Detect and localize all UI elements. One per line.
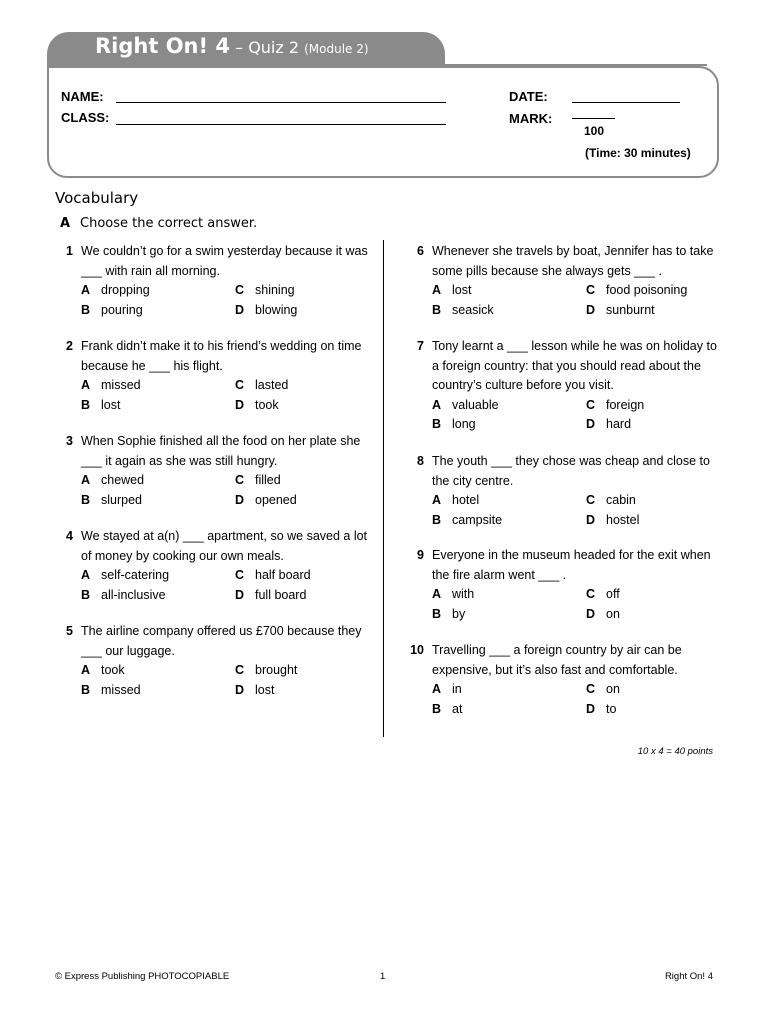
option-b[interactable]: B pouring xyxy=(81,302,143,317)
option-a[interactable]: A lost xyxy=(432,283,472,297)
points-note: 10 x 4 = 40 points xyxy=(637,746,713,757)
question-text: When Sophie finished all the food on her plate she ___ it again as she was still hungry. xyxy=(81,434,361,468)
option-b[interactable]: B seasick xyxy=(432,302,494,317)
option-a[interactable]: A dropping xyxy=(81,283,150,297)
option-c[interactable]: C half board xyxy=(235,568,311,582)
question-text: Travelling ___ a foreign country by air can be expensive, but it’s also fast and comfortable. xyxy=(432,643,682,677)
footer-page-number: 1 xyxy=(380,971,386,982)
option-a[interactable]: A took xyxy=(81,663,125,677)
option-b[interactable]: B lost xyxy=(81,397,121,412)
time-limit: (Time: 30 minutes) xyxy=(585,146,691,160)
date-field[interactable] xyxy=(572,102,680,103)
instruction xyxy=(60,216,257,231)
question-number: 4 xyxy=(66,529,73,543)
option-d[interactable]: D took xyxy=(235,397,279,412)
option-c[interactable]: C lasted xyxy=(235,378,289,392)
question-7 xyxy=(406,337,726,435)
question-number: 6 xyxy=(417,244,424,258)
footer-book-title: Right On! 4 xyxy=(664,971,713,982)
option-b[interactable]: B slurped xyxy=(81,492,142,507)
option-b[interactable]: B by xyxy=(432,606,466,621)
footer-copyright: © Express Publishing PHOTOCOPIABLE xyxy=(55,971,230,982)
class-label: CLASS: xyxy=(61,110,110,125)
title-module: (Module 2) xyxy=(304,42,369,56)
question-6 xyxy=(406,242,726,320)
title-main: Right On! 4 xyxy=(95,34,231,58)
option-c[interactable]: C filled xyxy=(235,473,281,487)
option-d[interactable]: D blowing xyxy=(235,302,298,317)
question-text: We couldn’t go for a swim yesterday because it was ___ with rain all morning. xyxy=(81,244,368,278)
question-text: We stayed at a(n) ___ apartment, so we saved a lot of money by cooking our own meals. xyxy=(81,529,368,563)
question-number: 10 xyxy=(410,643,424,657)
option-c[interactable]: C cabin xyxy=(586,493,636,507)
option-a[interactable]: A hotel xyxy=(432,493,480,507)
question-5 xyxy=(55,622,375,700)
option-c[interactable]: C on xyxy=(586,682,620,696)
option-b[interactable]: B missed xyxy=(81,682,141,697)
question-number: 2 xyxy=(66,339,73,353)
option-b[interactable]: B campsite xyxy=(432,512,503,527)
instruction-letter: A xyxy=(60,216,71,231)
option-b[interactable]: B at xyxy=(432,701,463,716)
question-number: 5 xyxy=(66,624,73,638)
option-b[interactable]: B long xyxy=(432,417,476,431)
question-2 xyxy=(55,337,375,415)
date-label: DATE: xyxy=(509,89,548,104)
question-text: Tony learnt a ___ lesson while he was on holiday to a foreign country: that you should read about the country’s culture before you visit. xyxy=(432,339,717,392)
name-field[interactable] xyxy=(116,102,446,103)
mark-total: 100 xyxy=(584,124,605,138)
question-3 xyxy=(55,432,375,510)
question-text: Frank didn’t make it to his friend’s wedding on time because he ___ his flight. xyxy=(81,339,362,373)
option-a[interactable]: A in xyxy=(432,682,462,696)
option-a[interactable]: A self-catering xyxy=(81,568,170,582)
section-title: Vocabulary xyxy=(55,189,139,207)
option-a[interactable]: A valuable xyxy=(432,397,499,412)
option-d[interactable]: D to xyxy=(586,701,617,716)
name-label: NAME: xyxy=(61,89,104,104)
question-text: The youth ___ they chose was cheap and close to the city centre. xyxy=(432,454,710,488)
option-d[interactable]: D hostel xyxy=(586,512,640,527)
option-d[interactable]: D full board xyxy=(235,587,307,602)
mark-field[interactable] xyxy=(572,118,615,119)
option-c[interactable]: C food poisoning xyxy=(586,283,688,297)
title-quiz: – Quiz 2 xyxy=(230,38,305,57)
question-1 xyxy=(55,242,375,320)
question-number: 7 xyxy=(417,339,424,353)
option-a[interactable]: A missed xyxy=(81,378,141,392)
question-text: The airline company offered us £700 because they ___ our luggage. xyxy=(81,624,362,658)
option-c[interactable]: C foreign xyxy=(586,397,645,412)
question-number: 1 xyxy=(66,244,73,258)
question-text: Everyone in the museum headed for the exit when the fire alarm went ___ . xyxy=(432,548,711,582)
option-b[interactable]: B all-inclusive xyxy=(81,587,166,602)
class-field[interactable] xyxy=(116,124,446,125)
page-title xyxy=(95,34,369,58)
question-4 xyxy=(55,527,375,605)
question-number: 3 xyxy=(66,434,73,448)
student-info-box xyxy=(47,66,719,178)
option-a[interactable]: A chewed xyxy=(81,473,145,487)
option-d[interactable]: D opened xyxy=(235,492,297,507)
question-8 xyxy=(406,452,726,530)
question-10 xyxy=(406,641,726,719)
question-text: Whenever she travels by boat, Jennifer has to take some pills because she always gets ___ . xyxy=(432,244,714,278)
option-a[interactable]: A with xyxy=(432,587,475,601)
instruction-text: Choose the correct answer. xyxy=(80,216,258,231)
question-number: 9 xyxy=(417,548,424,562)
question-number: 8 xyxy=(417,454,424,468)
option-d[interactable]: D on xyxy=(586,606,620,621)
mark-label: MARK: xyxy=(509,111,553,126)
option-d[interactable]: D sunburnt xyxy=(586,302,655,317)
option-c[interactable]: C brought xyxy=(235,663,298,677)
option-c[interactable]: C off xyxy=(586,587,620,601)
option-c[interactable]: C shining xyxy=(235,283,295,297)
option-d[interactable]: D lost xyxy=(235,682,275,697)
option-d[interactable]: D hard xyxy=(586,417,632,431)
question-9 xyxy=(406,546,726,624)
